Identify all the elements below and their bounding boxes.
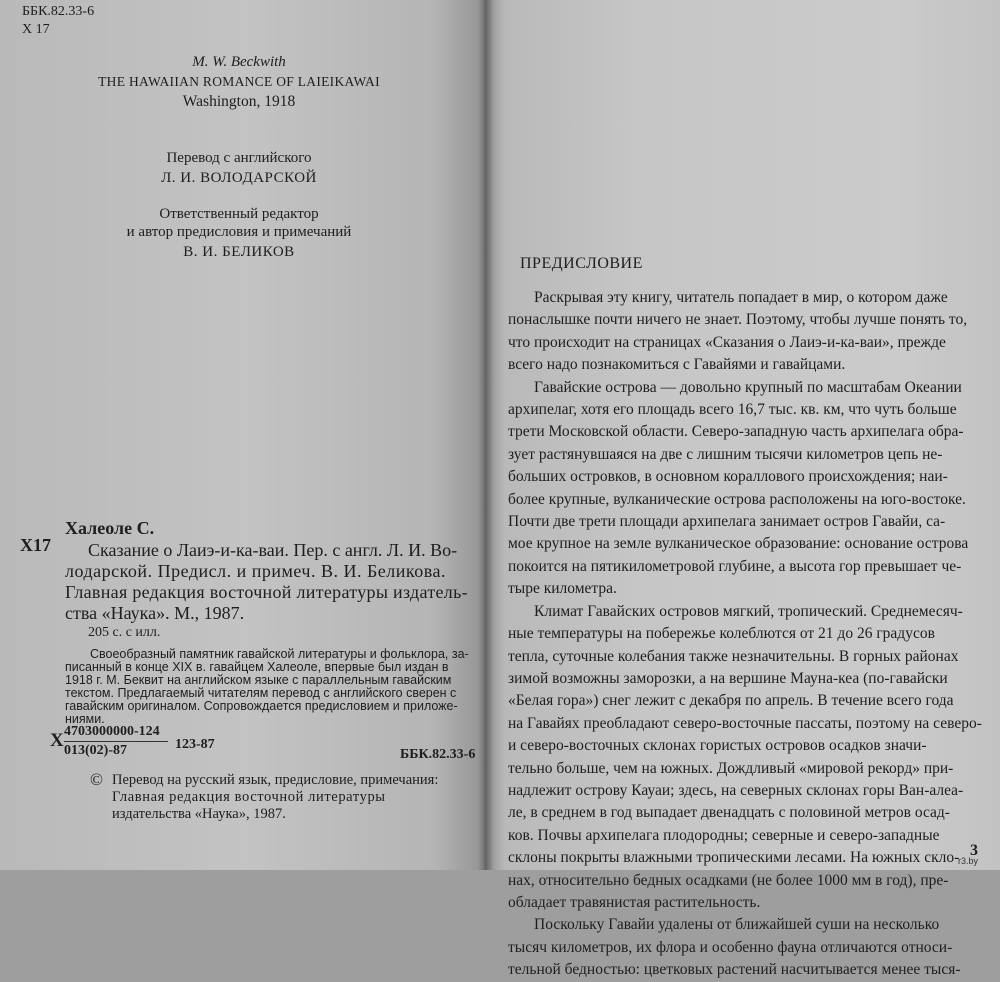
preface-line: зимой возможны заморозки, а на вершине Мауна-кеа (по-гавайски: [508, 669, 948, 687]
preface-line: тельно больше, чем на южных. Дождливый «мировой рекорд» при-: [508, 759, 954, 777]
editor-label-1: Ответственный редактор: [159, 206, 319, 222]
preface-line: обладает травянистая растительность.: [508, 893, 761, 911]
preface-line: более крупные, вулканические острова расположены на юго-востоке.: [508, 490, 966, 508]
catalog-line: ства «Наука». М., 1987.: [65, 603, 245, 623]
code-denominator: 013(02)-87: [64, 743, 127, 758]
preface-body: [508, 287, 982, 982]
preface-line: зует растянувшаяся на две с лишним тысячи километров цепь не-: [508, 445, 943, 463]
code-letter: Х: [50, 730, 64, 751]
preface-line: покоится на пятикилометровой глубине, а высота гор превышает че-: [508, 557, 962, 575]
page-number: 3: [970, 842, 978, 859]
annotation-line: гавайским оригиналом. Сопровождается предисловием и приложе-: [65, 699, 458, 713]
preface-line: Почти две трети площади архипелага занимает остров Гавайи, са-: [508, 513, 946, 531]
translation-label: Перевод с английского: [166, 150, 312, 166]
watermark: r3.by: [958, 856, 979, 866]
preface-line: Поскольку Гавайи удалены от ближайшей суши на несколько: [534, 916, 940, 934]
catalog-line: лодарской. Предисл. и примеч. В. И. Беликова.: [65, 561, 446, 581]
bbk-code-top: ББК.82.33-6: [22, 4, 95, 19]
preface-line: ков. Почвы архипелага плодородны; северные и северо-западные: [508, 826, 940, 844]
editor-name: В. И. БЕЛИКОВ: [183, 244, 295, 260]
catalog-side-code: Х17: [20, 535, 51, 555]
preface-line: тепла, суточные колебания также незначительны. В горных районах: [508, 647, 959, 665]
preface-heading: ПРЕДИСЛОВИЕ: [520, 255, 643, 272]
right-page: [484, 0, 1000, 979]
code-numerator: 4703000000-124: [64, 724, 160, 739]
catalog-line: Главная редакция восточной литературы издатель-: [65, 582, 468, 602]
copyright-symbol: ©: [90, 770, 103, 789]
original-place-year: Washington, 1918: [182, 93, 296, 110]
preface-line: Гавайские острова — довольно крупный по масштабам Океании: [534, 378, 962, 396]
preface-line: надлежит острову Кауаи; здесь, на северных склонах горы Ван-алеа-: [508, 781, 964, 799]
preface-line: мое крупное на земле вулканическое образование: основание острова: [508, 535, 969, 553]
preface-line: тыре километра.: [508, 580, 617, 598]
bbk-code-bottom: ББК.82.33-6: [400, 747, 476, 762]
annotation-line: писанный в конце XIX в. гавайцем Халеоле, впервые был издан в: [65, 660, 449, 674]
original-title: THE HAWAIIAN ROMANCE OF LAIEIKAWAI: [98, 74, 380, 89]
code-price: 123-87: [175, 737, 215, 752]
preface-line: и северо-восточных склонах гористых островов осадков значи-: [508, 737, 927, 755]
original-author: M. W. Beckwith: [192, 54, 286, 70]
preface-line: больших островков, в основном кораллового происхождения; наи-: [508, 468, 948, 486]
catalog-code-top: Х 17: [22, 22, 50, 37]
preface-line: тысяч километров, их флора и особенно фауна отличаются относи-: [508, 938, 953, 956]
preface-line: на Гавайях преобладают северо-восточные пассаты, поэтому на северо-: [508, 714, 982, 732]
catalog-line: Сказание о Лаиэ-и-ка-ваи. Пер. с англ. Л. И. Во-: [88, 540, 458, 560]
preface-line: ле, в среднем в год выпадает двенадцать с половиной метров осад-: [508, 804, 950, 822]
catalog-author: Халеоле С.: [65, 518, 155, 538]
preface-line: всего надо познакомиться с Гавайями и гавайцами.: [508, 356, 846, 374]
preface-line: Раскрывая эту книгу, читатель попадает в мир, о котором даже: [534, 289, 948, 306]
translator-name: Л. И. ВОЛОДАРСКОЙ: [161, 170, 317, 186]
annotation-line: Своеобразный памятник гавайской литературы и фольклора, за-: [90, 647, 469, 661]
copyright-line: Перевод на русский язык, предисловие, примечания:: [112, 772, 439, 788]
preface-line: понаслышке почти ничего не знает. Поэтому, чтобы лучше понять то,: [508, 311, 968, 329]
copyright-line: Главная редакция восточной литературы: [112, 789, 386, 805]
preface-line: трети Московской области. Северо-западную часть архипелага обра-: [508, 423, 964, 441]
catalog-pages: 205 с. с илл.: [88, 625, 161, 640]
preface-line: тельной бедностью: цветковых растений насчитывается менее тыся-: [508, 961, 961, 979]
preface-line: архипелаг, хотя его площадь всего 16,7 тыс. кв. км, что чуть больше: [508, 401, 957, 419]
preface-line: «Белая гора») снег лежит с декабря по апрель. В течение всего года: [508, 692, 954, 710]
preface-line: что происходит на страницах «Сказания о Лаиэ-и-ка-ваи», прежде: [508, 333, 946, 351]
preface-line: ные температуры на побережье колеблются от 21 до 26 градусов: [508, 625, 935, 643]
annotation-line: 1918 г. М. Беквит на английском языке с параллельным гавайским: [65, 673, 452, 687]
annotation-line: ниями.: [65, 712, 105, 726]
annotation-line: текстом. Предлагаемый читателям перевод с английского сверен с: [65, 686, 457, 700]
editor-label-2: и автор предисловия и примечаний: [126, 224, 352, 240]
left-page: [0, 0, 492, 870]
book-spine: [478, 0, 494, 870]
preface-line: Климат Гавайских островов мягкий, тропический. Среднемесяч-: [534, 602, 963, 620]
preface-line: склоны покрыты влажными тропическими лесами. На южных скло-: [508, 849, 960, 867]
copyright-line: издательства «Наука», 1987.: [112, 806, 286, 822]
code-fraction-bar: [64, 741, 168, 742]
preface-line: нах, относительно бедных осадками (не более 1000 мм в год), пре-: [508, 871, 949, 889]
